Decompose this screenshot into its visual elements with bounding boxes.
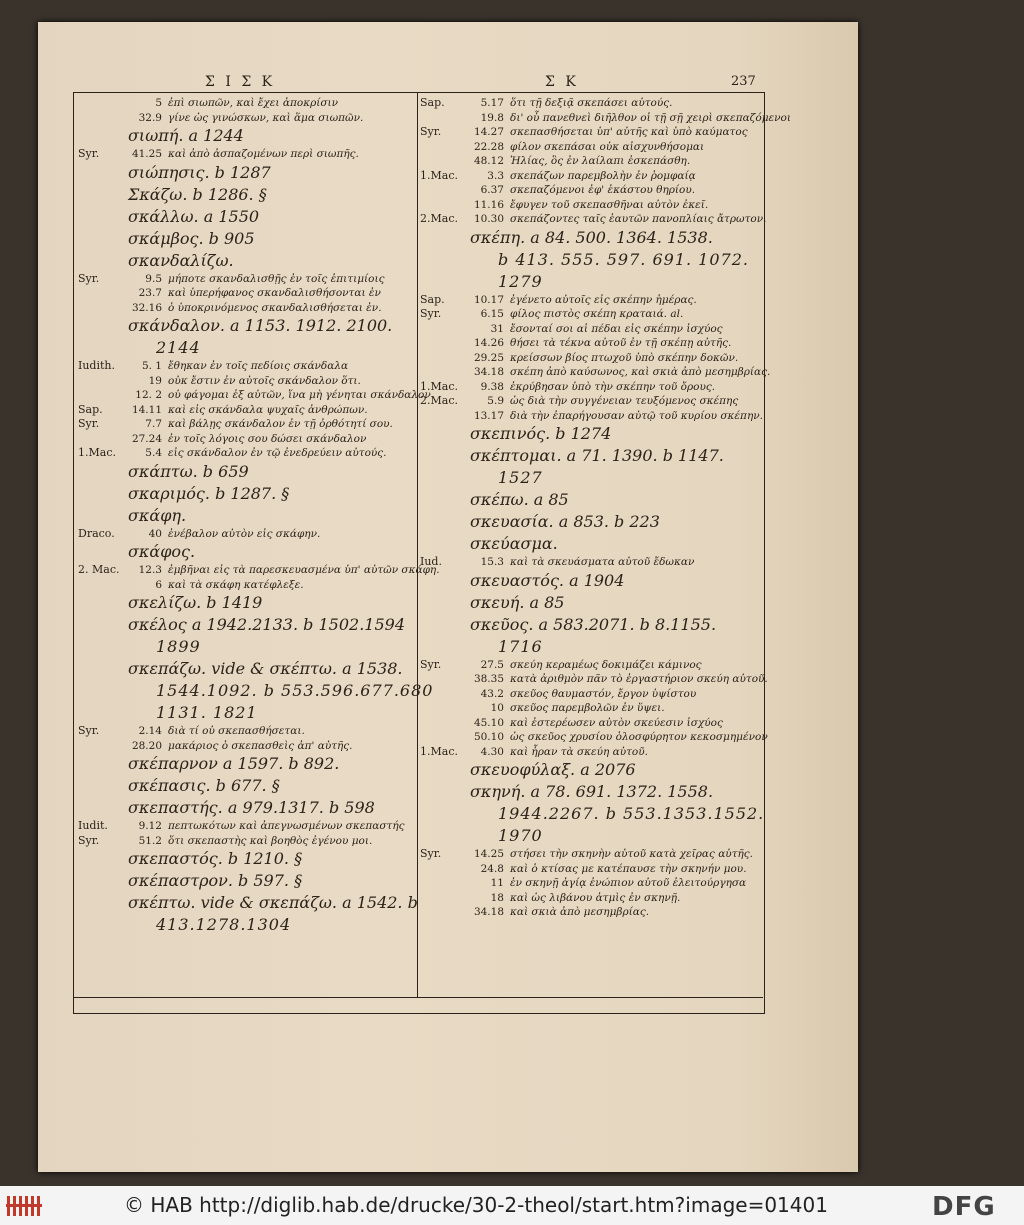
citation-line — [78, 388, 431, 403]
headword-entry: σκέπτω. vide & σκεπάζω. a 1542. b — [128, 893, 418, 912]
citation-text: καὶ τὰ σκευάσματα αὐτοῦ ἔδωκαν — [510, 556, 695, 568]
left-column — [78, 96, 440, 936]
verse-ref: 6.37 — [480, 184, 504, 196]
citation-text: σκεπάζοντες ταῖς ἑαυτῶν πανοπλίαις ἄτρωτον. — [510, 213, 767, 225]
verse-ref: 5. 1 — [141, 360, 162, 372]
citation-text: καὶ ἐστερέωσεν αὐτὸν σκεύεσιν ἰσχύος — [510, 716, 723, 729]
citation-line — [78, 272, 413, 287]
citation-text: σκεῦος παρεμβολῶν ἐν ὕψει. — [510, 702, 665, 714]
reference-continuation: 1544.1092. b 553.596.677.680 — [156, 681, 434, 700]
citation-text: ἔφυγεν τοῦ σκεπασθῆναι αὐτὸν ἐκεῖ. — [510, 198, 709, 211]
verse-ref: 9.38 — [480, 380, 504, 393]
headword-entry: σκάπτω. b 659 — [128, 461, 249, 481]
citation-text: ἐγένετο αὐτοῖς εἰς σκέπην ἡμέρας. — [510, 293, 697, 306]
citation-text: σκεπαζόμενοι ἐφ' ἑκάστου θηρίου. — [510, 184, 696, 196]
verse-ref: 12.3 — [138, 564, 162, 576]
book-abbrev: 2. Mac. — [78, 563, 120, 576]
bottom-rule — [73, 997, 763, 998]
verse-ref: 50.10 — [473, 731, 504, 743]
verse-ref: 19 — [148, 374, 162, 387]
headword-entry: σκέλος a 1942.2133. b 1502.1594 — [128, 615, 405, 634]
citation-text: καὶ ἦραν τὰ σκεύη αὐτοῦ. — [510, 745, 648, 758]
book-abbrev: Sap. — [78, 402, 103, 416]
citation-line — [420, 198, 760, 213]
reference-continuation: 413.1278.1304 — [156, 915, 292, 934]
citation-text: καὶ βάλῃς σκάνδαλον ἐν τῇ ὀρθότητί σου. — [168, 418, 393, 430]
headword-entry: σκεπινός. b 1274 — [470, 424, 612, 443]
citation-line — [78, 403, 413, 418]
citation-text: ἐμβῆναι εἰς τὰ παρεσκευασμένα ὑπ' αὐτῶν σκάφη. — [168, 564, 440, 576]
citation-line — [420, 409, 763, 424]
book-abbrev: Syr. — [420, 847, 442, 860]
citation-text: σκεύη κεραμέως δοκιμάζει κάμινος — [510, 658, 702, 671]
citation-text: κρείσσων βίος πτωχοῦ ὑπὸ σκέπην δοκῶν. — [510, 351, 739, 364]
headword-entry: σκέπαστρον. b 597. § — [128, 871, 303, 890]
citation-text: μήποτε σκανδαλισθῇς ἐν τοῖς ἐπιτιμίοις — [168, 272, 385, 285]
citation-line — [78, 359, 413, 374]
verse-ref: 34.18 — [473, 906, 504, 918]
citation-line — [420, 862, 760, 877]
citation-line — [78, 286, 413, 301]
citation-text: καὶ σκιὰ ἀπὸ μεσημβρίας. — [510, 906, 650, 918]
citation-text: καὶ ὡς λιβάνου ἀτμὶς ἐν σκηνῇ. — [510, 891, 681, 904]
citation-line — [420, 716, 760, 731]
citation-line — [78, 374, 413, 389]
headword-entry: σκάμβος. b 905 — [128, 228, 255, 248]
citation-line — [78, 96, 413, 111]
citation-text: ὅτι σκεπαστὴς καὶ βοηθὸς ἐγένου μοι. — [168, 834, 373, 847]
headword-entry: σκηνή. a 78. 691. 1372. 1558. — [470, 782, 714, 801]
reference-continuation: 1279 — [498, 271, 543, 291]
citation-line — [420, 745, 760, 760]
book-abbrev: 1.Mac. — [420, 744, 458, 758]
verse-ref: 5.9 — [487, 395, 504, 407]
verse-ref: 11 — [490, 877, 504, 889]
citation-line — [420, 293, 760, 308]
right-column-header: Σ Κ — [545, 74, 579, 90]
headword-entry: σιώπησις. b 1287 — [128, 162, 271, 182]
book-abbrev: 1.Mac. — [420, 379, 458, 393]
book-abbrev: Syr. — [78, 833, 100, 847]
verse-ref: 43.2 — [480, 687, 504, 700]
citation-text: οὐ φάγομαι ἐξ αὐτῶν, ἵνα μὴ γένηται σκάνδαλον — [168, 389, 431, 401]
headword-entry: σκανδαλίζω. — [128, 250, 234, 270]
citation-text: καὶ τὰ σκάφη κατέφλεξε. — [168, 578, 304, 591]
reference-continuation: 1716 — [498, 636, 543, 656]
citation-line — [420, 212, 767, 227]
citation-line — [420, 96, 760, 111]
verse-ref: 51.2 — [138, 834, 162, 847]
verse-ref: 5.17 — [480, 97, 504, 109]
headword-entry: σκέπω. a 85 — [470, 490, 569, 509]
verse-ref: 5 — [155, 97, 162, 109]
citation-text: καὶ ἀπὸ ἀσπαζομένων περὶ σιωπῆς. — [168, 148, 359, 160]
verse-ref: 9.5 — [145, 272, 162, 285]
verse-ref: 13.17 — [473, 409, 504, 422]
citation-text: μακάριος ὁ σκεπασθεὶς ἀπ' αὐτῆς. — [168, 739, 353, 752]
headword-entry: σκέπτομαι. a 71. 1390. b 1147. — [470, 446, 724, 465]
book-abbrev: Syr. — [78, 417, 100, 430]
headword-entry: σκεπάζω. vide & σκέπτω. a 1538. — [128, 659, 403, 678]
headword-entry: σκεπαστός. b 1210. § — [128, 849, 303, 868]
verse-ref: 34.18 — [473, 366, 504, 378]
verse-ref: 45.10 — [473, 716, 504, 729]
verse-ref: 40 — [148, 527, 162, 540]
book-abbrev: 1.Mac. — [78, 446, 116, 459]
verse-ref: 38.35 — [473, 673, 504, 685]
citation-line — [78, 417, 413, 432]
headword-entry: σκευαστός. a 1904 — [470, 570, 625, 590]
verse-ref: 10 — [490, 702, 504, 714]
citation-text: στήσει τὴν σκηνὴν αὐτοῦ κατὰ χεῖρας αὐτῆς. — [510, 848, 754, 860]
headword-entry: σκελίζω. b 1419 — [128, 593, 263, 612]
right-column — [420, 96, 791, 920]
headword-entry: σκεῦος. a 583.2071. b 8.1155. — [470, 614, 717, 634]
verse-ref: 9.12 — [138, 820, 162, 832]
citation-text: ἐκρύβησαν ὑπὸ τὴν σκέπην τοῦ ὄρους. — [510, 380, 716, 393]
book-abbrev: Iudit. — [78, 819, 108, 832]
dfg-logo[interactable]: DFG — [932, 1192, 996, 1222]
book-abbrev: Syr. — [78, 147, 100, 160]
citation-text: διὰ τί οὐ σκεπασθήσεται. — [168, 725, 305, 737]
citation-line — [420, 905, 760, 920]
verse-ref: 27.24 — [131, 432, 162, 445]
verse-ref: 22.28 — [473, 140, 504, 153]
citation-line — [420, 111, 791, 126]
book-abbrev: Syr. — [78, 271, 100, 285]
verse-ref: 23.7 — [138, 287, 162, 299]
citation-line — [420, 891, 760, 906]
headword-entry: σκέπη. a 84. 500. 1364. 1538. — [470, 227, 713, 247]
citation-line — [420, 658, 760, 673]
verse-ref: 19.8 — [480, 111, 504, 124]
verse-ref: 41.25 — [131, 148, 162, 160]
reference-continuation: 1527 — [498, 468, 543, 487]
citation-text: ἔσονταί σοι αἱ πέδαι εἰς σκέπην ἰσχύος — [510, 322, 723, 335]
hab-logo-icon[interactable] — [6, 1194, 46, 1218]
citation-line — [78, 563, 440, 578]
verse-ref: 12. 2 — [135, 389, 162, 401]
citation-line — [78, 432, 413, 447]
citation-line — [420, 125, 760, 140]
headword-entry: σκεύασμα. — [470, 534, 558, 553]
citation-line — [78, 446, 413, 461]
citation-line — [78, 724, 413, 739]
verse-ref: 10.17 — [473, 293, 504, 306]
headword-entry: σιωπή. a 1244 — [128, 126, 244, 145]
citation-line — [78, 739, 413, 754]
verse-ref: 31 — [490, 322, 504, 335]
book-abbrev: Iudith. — [78, 359, 115, 372]
headword-entry: σκευή. a 85 — [470, 592, 565, 612]
verse-ref: 32.9 — [138, 111, 162, 124]
citation-text: σκεπάζων παρεμβολὴν ἐν ῥομφαίᾳ — [510, 169, 696, 182]
book-abbrev: 2.Mac. — [420, 212, 458, 225]
verse-ref: 28.20 — [131, 739, 162, 752]
reference-continuation: 1131. 1821 — [156, 703, 258, 722]
citation-line — [420, 140, 760, 155]
citation-text: καὶ εἰς σκάνδαλα ψυχαῖς ἀνθρώπων. — [168, 403, 368, 416]
headword-entry: Σκάζω. b 1286. § — [128, 184, 267, 204]
book-abbrev: 1.Mac. — [420, 168, 458, 182]
headword-entry: σκευασία. a 853. b 223 — [470, 512, 660, 531]
book-abbrev: 2.Mac. — [420, 394, 458, 407]
citation-line — [420, 365, 771, 380]
column-divider — [417, 92, 418, 997]
reference-continuation: b 413. 555. 597. 691. 1072. — [498, 249, 749, 269]
citation-line — [78, 111, 413, 126]
verse-ref: 27.5 — [480, 658, 504, 671]
reference-continuation: 1944.2267. b 553.1353.1552. — [498, 804, 765, 823]
citation-line — [78, 301, 413, 316]
citation-text: καὶ ὑπερήφανος σκανδαλισθήσονται ἐν — [168, 287, 381, 299]
verse-ref: 5.4 — [145, 447, 162, 459]
left-column-header: Σ Ι Σ Κ — [205, 74, 276, 90]
citation-line — [420, 154, 760, 169]
verse-ref: 10.30 — [473, 213, 504, 225]
citation-line — [420, 701, 760, 716]
book-abbrev: Syr. — [420, 125, 442, 138]
verse-ref: 32.16 — [131, 301, 162, 314]
citation-text: ὡς διὰ τὴν συγγένειαν τευξόμενος σκέπης — [510, 395, 739, 407]
citation-line — [420, 322, 760, 337]
citation-line — [420, 687, 760, 702]
headword-entry: σκάφη. — [128, 505, 187, 525]
book-abbrev: Sap. — [420, 292, 445, 306]
verse-ref: 3.3 — [487, 169, 504, 182]
citation-line — [420, 876, 760, 891]
headword-entry: σκάλλω. a 1550 — [128, 206, 260, 226]
verse-ref: 7.7 — [145, 418, 162, 430]
citation-text: καὶ ὁ κτίσας με κατέπαυσε τὴν σκηνήν μου. — [510, 862, 747, 875]
headword-entry: σκάφος. — [128, 542, 196, 561]
book-abbrev: Syr. — [78, 724, 100, 737]
citation-line — [78, 819, 413, 834]
page-number: 237 — [731, 74, 756, 89]
headword-entry: σκεπαστής. a 979.1317. b 598 — [128, 798, 375, 817]
headword-entry: σκέπαρνον a 1597. b 892. — [128, 754, 340, 773]
book-abbrev: Syr. — [420, 307, 442, 320]
citation-text: σκεπασθήσεται ὑπ' αὐτῆς καὶ ὑπὸ καύματος — [510, 126, 748, 138]
book-abbrev: Sap. — [420, 96, 445, 109]
book-abbrev: Draco. — [78, 526, 115, 540]
reference-continuation: 2144 — [156, 338, 201, 357]
citation-line — [420, 394, 760, 409]
citation-line — [420, 307, 760, 322]
citation-line — [420, 730, 768, 745]
citation-text: ἔθηκαν ἐν τοῖς πεδίοις σκάνδαλα — [168, 360, 349, 372]
citation-line — [420, 336, 760, 351]
headword-entry: σκέπασις. b 677. § — [128, 776, 280, 795]
copyright-url[interactable]: © HAB http://diglib.hab.de/drucke/30-2-theol/start.htm?image=01401 — [124, 1193, 828, 1217]
verse-ref: 11.16 — [473, 198, 504, 211]
verse-ref: 6.15 — [480, 308, 504, 320]
verse-ref: 14.25 — [473, 848, 504, 860]
citation-line — [78, 527, 413, 542]
citation-text: σκέπη ἀπὸ καύσωνος, καὶ σκιὰ ἀπὸ μεσημβρίας. — [510, 366, 771, 378]
citation-text: κατὰ ἀριθμὸν πᾶν τὸ ἐργαστήριον σκεύη αὐτοῦ. — [510, 673, 768, 685]
citation-line — [420, 672, 768, 687]
citation-text: ἐπὶ σιωπῶν, καὶ ἔχει ἀποκρίσιν — [168, 97, 339, 109]
verse-ref: 14.27 — [473, 126, 504, 138]
verse-ref: 15.3 — [480, 556, 504, 568]
citation-text: ἐνέβαλον αὐτὸν εἰς σκάφην. — [168, 527, 321, 540]
headword-entry: σκαριμός. b 1287. § — [128, 483, 290, 503]
citation-text: γίνε ὡς γινώσκων, καὶ ἅμα σιωπῶν. — [168, 111, 364, 124]
citation-line — [420, 847, 760, 862]
citation-line — [78, 834, 413, 849]
headword-entry: σκευοφύλαξ. a 2076 — [470, 760, 636, 779]
reference-continuation: 1970 — [498, 826, 543, 845]
verse-ref: 48.12 — [473, 155, 504, 167]
citation-text: φίλος πιστὸς σκέπη κραταιά. al. — [510, 308, 684, 320]
citation-text: φίλον σκεπάσαι οὐκ αἰσχυνθήσομαι — [510, 140, 705, 153]
verse-ref: 6 — [155, 578, 162, 591]
citation-text: εἰς σκάνδαλον ἐν τῷ ἐνεδρεύειν αὐτούς. — [168, 447, 387, 459]
citation-text: οὐκ ἔστιν ἐν αὐτοῖς σκάνδαλον ὅτι. — [168, 374, 361, 387]
citation-text: Ἠλίας, ὃς ἐν λαίλαπι ἐσκεπάσθη. — [510, 155, 691, 167]
citation-line — [420, 380, 760, 395]
verse-ref: 14.26 — [473, 337, 504, 349]
citation-text: σκεῦος θαυμαστόν, ἔργον ὑψίστου — [510, 687, 697, 700]
reference-continuation: 1899 — [156, 637, 201, 656]
citation-text: ὁ ὑποκρινόμενος σκανδαλισθήσεται ἐν. — [168, 301, 382, 314]
citation-text: δι' οὗ πανεθνεὶ διῆλθον οἱ τῇ σῇ χειρὶ σκεπαζόμενοι — [510, 111, 791, 124]
verse-ref: 18 — [490, 891, 504, 904]
verse-ref: 29.25 — [473, 351, 504, 364]
citation-text: διὰ τὴν ἐπαρήγουσαν αὐτῷ τοῦ κυρίου σκέπην. — [510, 409, 763, 422]
verse-ref: 4.30 — [480, 745, 504, 758]
citation-line — [420, 169, 760, 184]
book-abbrev: Iud. — [420, 555, 442, 568]
citation-text: ἐν σκηνῇ ἁγίᾳ ἐνώπιον αὐτοῦ ἐλειτούργησα — [510, 877, 747, 889]
citation-line — [78, 147, 413, 162]
citation-text: ὡς σκεῦος χρυσίου ὁλοσφύρητον κεκοσμημένον — [510, 731, 768, 743]
citation-text: πεπτωκότων καὶ ἀπεγνωσμένων σκεπαστής — [168, 820, 405, 832]
verse-ref: 24.8 — [480, 862, 504, 875]
citation-line — [420, 351, 760, 366]
citation-line — [420, 183, 760, 198]
verse-ref: 14.11 — [131, 403, 162, 416]
citation-line — [78, 578, 413, 593]
citation-text: ὅτι τῇ δεξιᾷ σκεπάσει αὐτούς. — [510, 97, 673, 109]
book-abbrev: Syr. — [420, 657, 442, 671]
footer-bar — [0, 1186, 1024, 1225]
citation-text: θήσει τὰ τέκνα αὐτοῦ ἐν τῇ σκέπῃ αὐτῆς. — [510, 337, 732, 349]
verse-ref: 2.14 — [138, 725, 162, 737]
citation-text: ἐν τοῖς λόγοις σου δώσει σκάνδαλον — [168, 432, 367, 445]
headword-entry: σκάνδαλον. a 1153. 1912. 2100. — [128, 316, 393, 335]
citation-line — [420, 555, 760, 570]
